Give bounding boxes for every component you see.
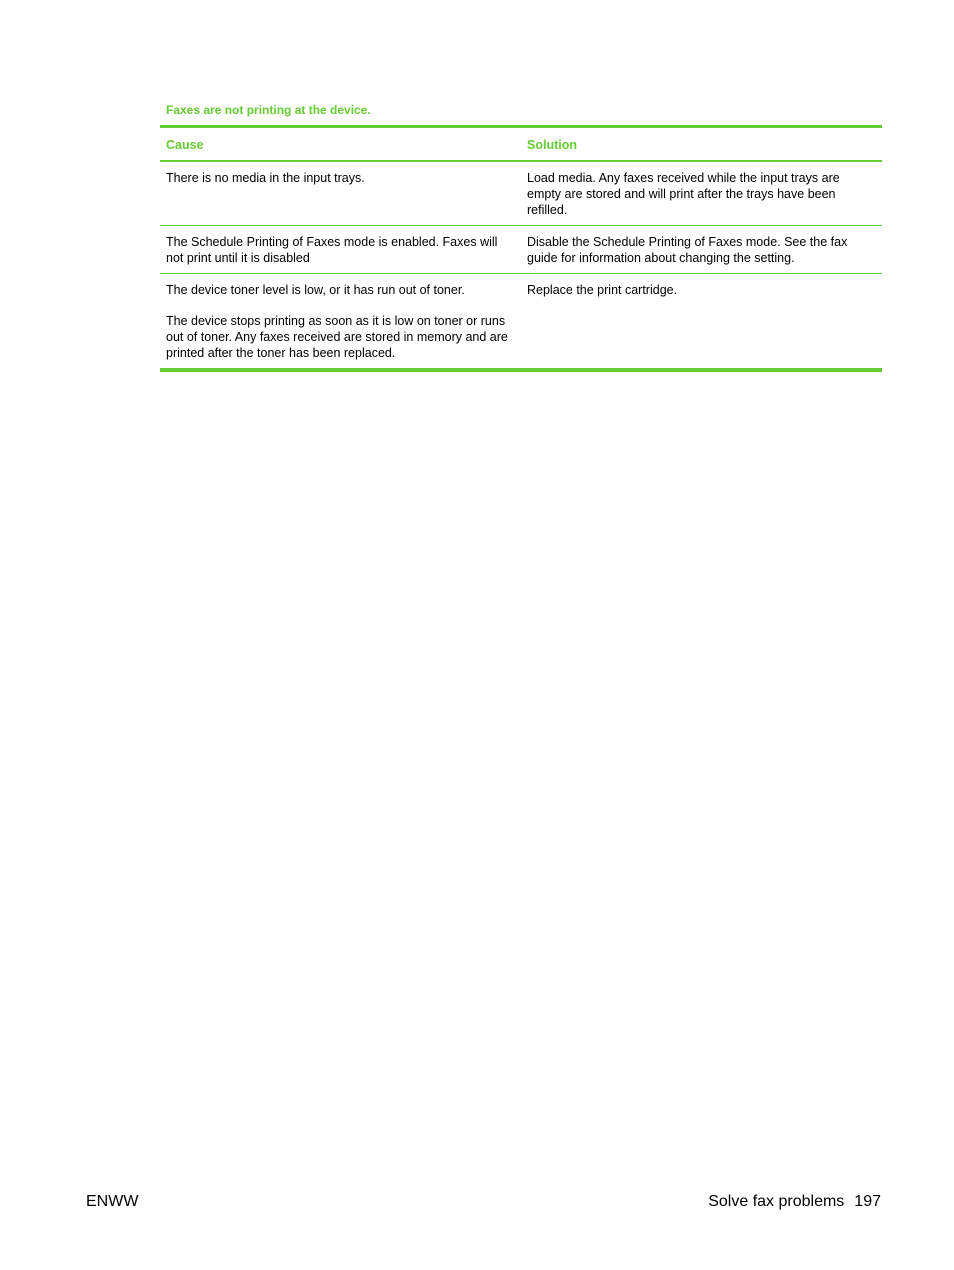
footer-page-info bbox=[708, 1193, 881, 1211]
solution-cell: Replace the print cartridge. bbox=[527, 283, 678, 297]
solution-cell: Disable the Schedule Printing of Faxes mode. See the fax guide for information about changing the setting. bbox=[521, 226, 882, 274]
table-row bbox=[160, 161, 882, 226]
cause-text: The device toner level is low, or it has run out of toner. bbox=[166, 283, 465, 297]
cause-text: There is no media in the input trays. bbox=[166, 171, 365, 185]
cause-text: The Schedule Printing of Faxes mode is enabled. Faxes will not print until it is disabled bbox=[166, 235, 498, 265]
table-row bbox=[160, 226, 882, 274]
table-title: Faxes are not printing at the device. bbox=[166, 103, 371, 117]
page-number: 197 bbox=[854, 1193, 881, 1210]
cause-column-header: Cause bbox=[160, 127, 521, 162]
solution-column-header: Solution bbox=[521, 127, 882, 162]
footer-document-code: ENWW bbox=[86, 1193, 139, 1210]
cause-cell bbox=[160, 161, 521, 226]
cause-text: The device stops printing as soon as it is low on toner or runs out of toner. Any faxes received are stored in memory and are printed after the toner has been replaced. bbox=[166, 314, 508, 360]
cause-cell bbox=[160, 274, 521, 371]
cause-cell bbox=[160, 226, 521, 274]
footer-section-title: Solve fax problems bbox=[708, 1193, 845, 1210]
table-row bbox=[160, 274, 882, 371]
solution-cell: Load media. Any faxes received while the input trays are empty are stored and will print after the trays have been refilled. bbox=[521, 161, 882, 226]
table-header-row bbox=[160, 127, 882, 162]
troubleshooting-table bbox=[160, 125, 882, 372]
